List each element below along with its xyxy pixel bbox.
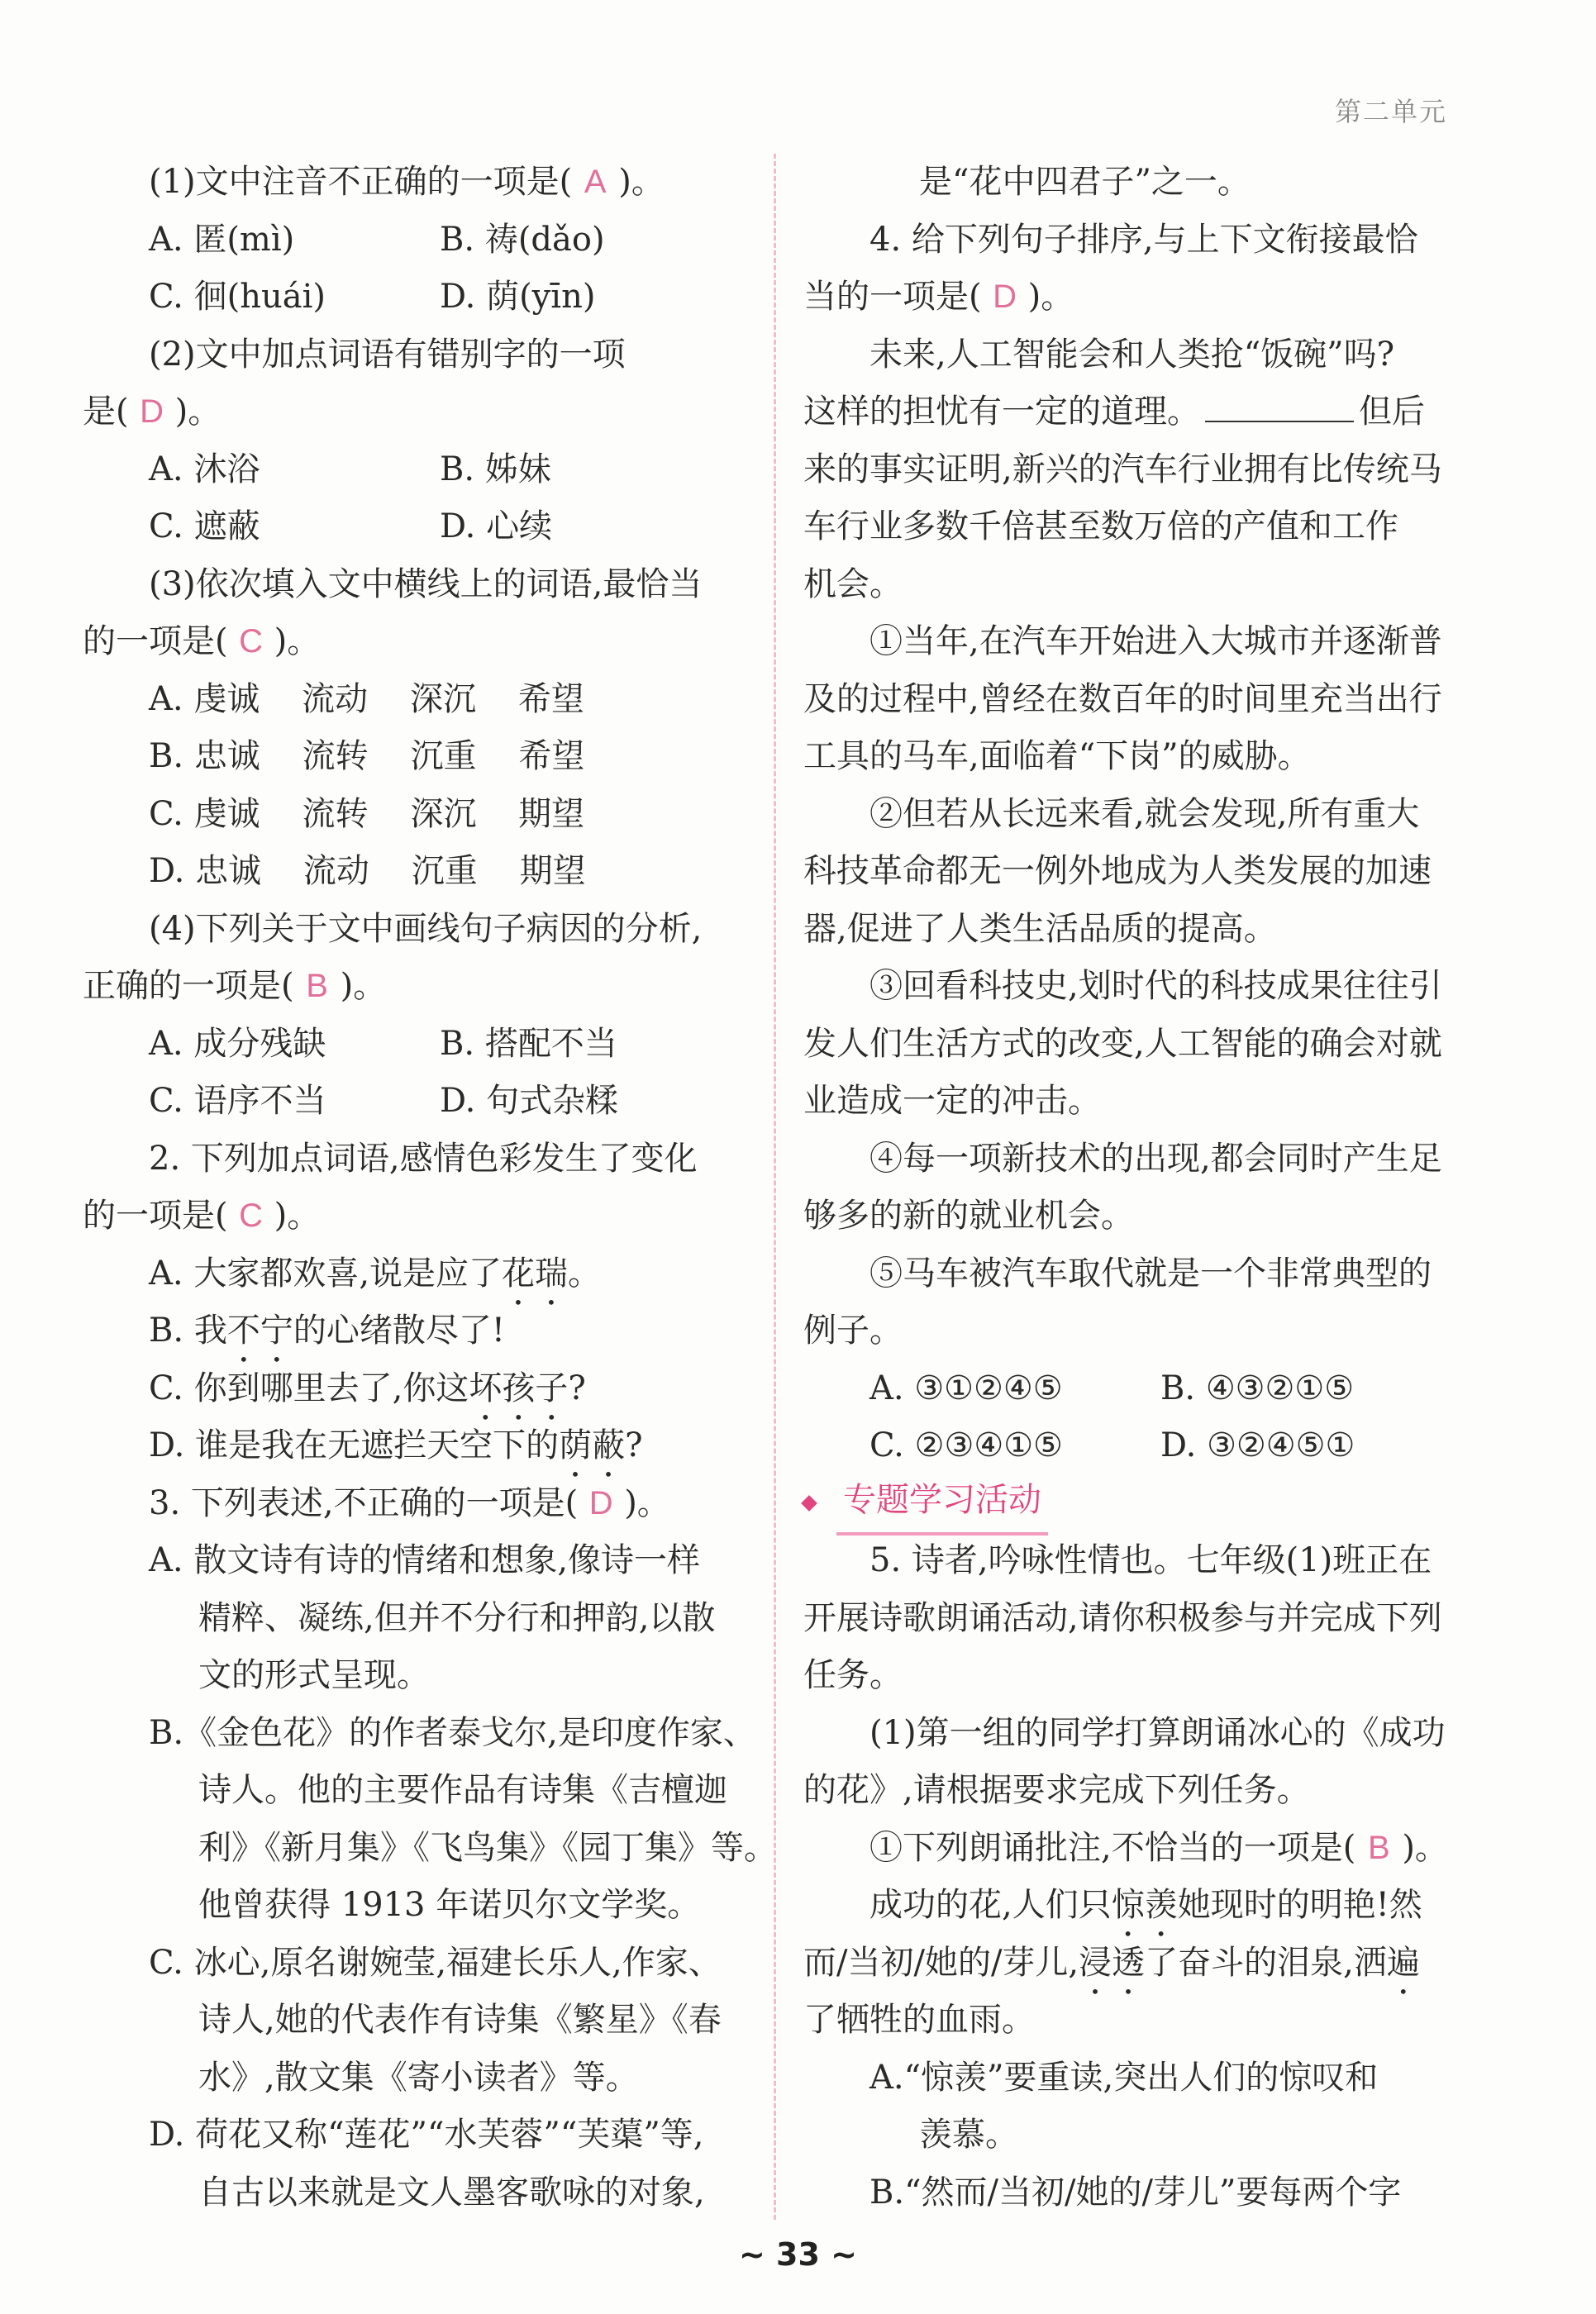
q1-4-stem-cont: 正确的一项是( B )。 bbox=[83, 958, 744, 1016]
option-c: C. 遮蔽 bbox=[149, 507, 260, 545]
option-a: A. 大家都欢喜,说是应了花瑞。 bbox=[149, 1254, 602, 1293]
q3-option-d-line2: 自古以来就是文人墨客歌咏的对象, bbox=[198, 2173, 705, 2212]
left-column bbox=[83, 154, 777, 2221]
q5-1-stem: (1)第一组的同学打算朗诵冰心的《成功 bbox=[869, 1713, 1446, 1752]
page-number: ~ 33 ~ bbox=[738, 2236, 858, 2273]
q4-sentence-2-cont: 器,促进了人类生活品质的提高。 bbox=[803, 909, 1277, 948]
option-b: B. 姊妹 bbox=[440, 450, 551, 488]
option-a: A. 匿(mì) bbox=[149, 220, 295, 259]
option-b: B. 忠诚 流转 沉重 希望 bbox=[149, 737, 585, 775]
option-a: A. 虔诚 流动 深沉 希望 bbox=[149, 679, 584, 718]
option-a: A. ③①②④⑤ bbox=[869, 1369, 1063, 1407]
q1-4-options-cd bbox=[83, 1073, 744, 1131]
q4-passage-line: 机会。 bbox=[803, 564, 903, 603]
q5-option-b: B.“然而/当初/她的/芽儿”要每两个字 bbox=[869, 2173, 1402, 2212]
section-marker-icon bbox=[801, 1495, 817, 1512]
q4-passage-line: 车行业多数千倍甚至数万倍的产值和工作 bbox=[803, 507, 1398, 545]
q3-stem: 3. 下列表述,不正确的一项是( D )。 bbox=[83, 1475, 744, 1533]
option-c: C. 徊(huái) bbox=[149, 278, 326, 316]
q4-sentence-4-cont: 够多的新的就业机会。 bbox=[803, 1197, 1134, 1235]
q1-1-options-ab bbox=[83, 212, 744, 269]
q3-option-c-line3: 水》,散文集《寄小读者》等。 bbox=[198, 2058, 639, 2097]
q5-stem-cont: 开展诗歌朗诵活动,请你积极参与并完成下列 bbox=[803, 1598, 1442, 1637]
q4-sentence-2-cont: 科技革命都无一例外地成为人类发展的加速 bbox=[803, 852, 1432, 890]
q4-passage-line: 这样的担忧有一定的道理。 但后 bbox=[803, 383, 1465, 441]
unit-header: 第二单元 bbox=[1334, 96, 1447, 127]
q5-option-a-cont: 羡慕。 bbox=[919, 2116, 1018, 2154]
q5-1-sub-stem: ①下列朗诵批注,不恰当的一项是( B )。 bbox=[803, 1820, 1465, 1878]
q3-option-d-line1: D. 荷花又称“莲花”“水芙蓉”“芙蕖”等, bbox=[149, 2116, 704, 2154]
q1-2-options-ab bbox=[83, 441, 744, 499]
q3-option-d-line3: 是“花中四君子”之一。 bbox=[919, 163, 1251, 201]
q3-option-a-line1: A. 散文诗有诗的情绪和想象,像诗一样 bbox=[149, 1541, 701, 1579]
answer-mark: D bbox=[993, 279, 1017, 315]
option-c: C. 你到哪里去了,你这坏孩子? bbox=[149, 1369, 586, 1407]
q4-sentence-3-cont: 业造成一定的冲击。 bbox=[803, 1082, 1101, 1120]
right-column bbox=[803, 154, 1465, 2221]
q3-option-a-line2: 精粹、凝练,但并不分行和押韵,以散 bbox=[198, 1598, 716, 1637]
answer-mark: B bbox=[306, 968, 328, 1004]
q4-sentence-1-cont: 及的过程中,曾经在数百年的时间里充当出行 bbox=[803, 679, 1442, 718]
option-d: D. 心续 bbox=[440, 507, 553, 545]
q3-option-b-line2: 诗人。他的主要作品有诗集《吉檀迦 bbox=[198, 1771, 727, 1809]
option-c: C. 虔诚 流转 深沉 期望 bbox=[149, 794, 585, 833]
q2-stem: 2. 下列加点词语,感情色彩发生了变化 bbox=[149, 1139, 698, 1178]
q4-options-cd bbox=[803, 1417, 1465, 1475]
option-a: A. 成分残缺 bbox=[149, 1024, 326, 1063]
q1-3-stem-cont: 的一项是( C )。 bbox=[83, 613, 744, 671]
option-b: B. 祷(dǎo) bbox=[440, 220, 605, 259]
answer-mark: D bbox=[588, 1484, 613, 1521]
q1-3-stem: (3)依次填入文中横线上的词语,最恰当 bbox=[149, 564, 703, 603]
answer-mark: A bbox=[584, 164, 607, 200]
fill-blank[interactable] bbox=[1205, 388, 1354, 422]
q5-stem-cont: 任务。 bbox=[803, 1656, 903, 1694]
q3-option-b-line3: 利》《新月集》《飞鸟集》《园丁集》等。 bbox=[198, 1828, 777, 1867]
q3-option-b-line4: 他曾获得 1913 年诺贝尔文学奖。 bbox=[198, 1886, 701, 1924]
q1-2-stem: (2)文中加点词语有错别字的一项 bbox=[149, 335, 626, 374]
q1-2-stem-cont: 是( D )。 bbox=[83, 383, 744, 441]
q4-sentence-3: ③回看科技史,划时代的科技成果往往引 bbox=[869, 967, 1442, 1005]
q1-1-stem: (1)文中注音不正确的一项是( A )。 bbox=[83, 154, 744, 212]
answer-mark: C bbox=[239, 1197, 264, 1234]
q4-sentence-1-cont: 工具的马车,面临着“下岗”的威胁。 bbox=[803, 737, 1311, 775]
option-c: C. ②③④①⑤ bbox=[869, 1426, 1063, 1464]
poem-line: 而/当初/她的/芽儿,浸透了奋斗的泪泉,洒遍 bbox=[803, 1943, 1420, 1982]
q4-sentence-2: ②但若从长远来看,就会发现,所有重大 bbox=[869, 794, 1420, 833]
q4-passage-line: 未来,人工智能会和人类抢“饭碗”吗? bbox=[869, 335, 1395, 374]
q2-stem-cont: 的一项是( C )。 bbox=[83, 1188, 744, 1245]
q4-sentence-1: ①当年,在汽车开始进入大城市并逐渐普 bbox=[869, 622, 1442, 660]
q1-2-options-cd bbox=[83, 498, 744, 556]
option-a: A. 沐浴 bbox=[149, 450, 260, 488]
q5-stem: 5. 诗者,吟咏性情也。七年级(1)班正在 bbox=[869, 1541, 1432, 1579]
option-c: C. 语序不当 bbox=[149, 1082, 326, 1120]
q5-1-stem-cont: 的花》,请根据要求完成下列任务。 bbox=[803, 1771, 1310, 1809]
option-b: B. 我不宁的心绪散尽了! bbox=[149, 1312, 505, 1350]
q4-sentence-4: ④每一项新技术的出现,都会同时产生足 bbox=[869, 1139, 1442, 1178]
q4-sentence-3-cont: 发人们生活方式的改变,人工智能的确会对就 bbox=[803, 1024, 1442, 1063]
q4-sentence-5-cont: 例子。 bbox=[803, 1312, 903, 1350]
q3-option-c-line2: 诗人,她的代表作有诗集《繁星》《春 bbox=[198, 2001, 722, 2039]
q3-option-c-line1: C. 冰心,原名谢婉莹,福建长乐人,作家、 bbox=[149, 1943, 722, 1982]
answer-mark: D bbox=[140, 393, 164, 430]
option-d: D. 句式杂糅 bbox=[440, 1082, 619, 1120]
q4-passage-line: 来的事实证明,新兴的汽车行业拥有比传统马 bbox=[803, 450, 1442, 488]
option-d: D. ③②④⑤① bbox=[1160, 1426, 1355, 1464]
poem-line: 成功的花,人们只惊羡她现时的明艳!然 bbox=[869, 1886, 1422, 1924]
poem-line: 了牺牲的血雨。 bbox=[803, 2001, 1035, 2039]
q1-4-stem: (4)下列关于文中画线句子病因的分析, bbox=[149, 909, 703, 948]
option-d: D. 荫(yīn) bbox=[440, 278, 596, 316]
q3-option-b-line1: B.《金色花》的作者泰戈尔,是印度作家、 bbox=[149, 1713, 756, 1752]
option-d: D. 忠诚 流动 沉重 期望 bbox=[149, 852, 586, 890]
q1-1-options-cd bbox=[83, 269, 744, 326]
q3-option-a-line3: 文的形式呈现。 bbox=[198, 1656, 430, 1694]
section-title: 专题学习活动 bbox=[803, 1475, 1465, 1533]
option-b: B. ④③②①⑤ bbox=[1160, 1369, 1355, 1407]
q4-options-ab bbox=[803, 1360, 1465, 1418]
option-b: B. 搭配不当 bbox=[440, 1024, 617, 1063]
q5-option-a: A.“惊羡”要重读,突出人们的惊叹和 bbox=[869, 2058, 1379, 2097]
answer-mark: C bbox=[239, 623, 264, 659]
q1-4-options-ab bbox=[83, 1016, 744, 1074]
q4-stem-cont: 当的一项是( D )。 bbox=[803, 269, 1465, 326]
q4-stem: 4. 给下列句子排序,与上下文衔接最恰 bbox=[869, 220, 1418, 259]
column-divider bbox=[774, 154, 776, 2220]
q4-sentence-5: ⑤马车被汽车取代就是一个非常典型的 bbox=[869, 1254, 1432, 1293]
answer-mark: B bbox=[1367, 1829, 1390, 1866]
option-d: D. 谁是我在无遮拦天空下的荫蔽? bbox=[149, 1426, 643, 1464]
